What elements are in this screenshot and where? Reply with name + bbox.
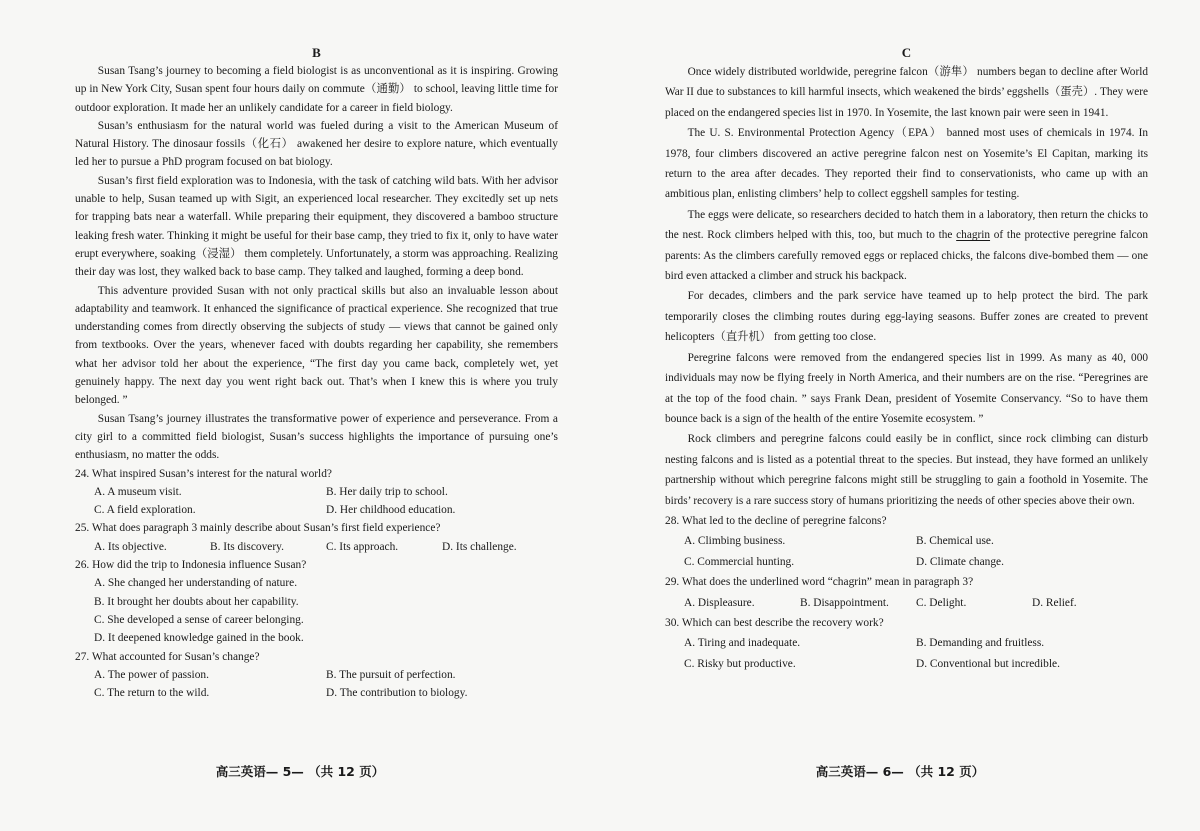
option-a: A. Displeasure.: [684, 596, 755, 609]
paragraph: The U. S. Environmental Protection Agency（EPA） banned most uses of chemicals in 1974. In 1978, four climbers discovered an active peregrine falcon nest on Yosemite’s El Capitan, marking its return to the area after decades. They reported their find to conservationists, who came up with an ambitious plan, enlisting climbers’ help to collect eggshell samples for testing.: [665, 127, 1148, 201]
right-page: [600, 0, 1200, 831]
paragraph-with-underline: The eggs were delicate, so researchers decided to hatch them in a laboratory, then return the chicks to the nest. Rock climbers helped with this, too, but much to the chagrin of the protective peregrine falcon parents: As the climbers carefully removed eggs or replaced chicks, the falcons dive-bombed them — one bird even attacked a climber and struck his backpack.: [665, 208, 1148, 283]
options: [75, 666, 558, 703]
option-a: A. Climbing business.: [684, 535, 786, 548]
option-c: C. Risky but productive.: [684, 657, 796, 670]
paragraph: Susan’s first field exploration was to Indonesia, with the task of catching wild bats. With her advisor unable to help, Susan teamed up with Sigit, an experienced local researcher. They excitedly set up nets for trapping bats near a waterfall. While preparing their equipment, they discovered a bamboo structure leaking fresh water. Thinking it might be useful for their base camp, they tried to fix it, only to have water erupt everywhere, soaking（浸湿） them completely. Unfortunately, a storm was approaching. Realizing their day was lost, they walked back to base camp. They talked and laughed, forming a deep bond.: [75, 174, 558, 279]
question-24: [75, 465, 558, 520]
question-25: [75, 519, 558, 556]
questions-c: [665, 511, 1148, 674]
question-28: [665, 511, 1148, 572]
paragraph: Rock climbers and peregrine falcons could easily be in conflict, since rock climbing can disturb nesting falcons and is listed as a potential threat to the species. But instead, they have formed an unlikely partnership without which peregrine falcons might still be struggling to gain a foothold in Yosemite. The birds’ recovery is a rare success story of humans prioritizing the needs of other species above their own.: [665, 433, 1148, 507]
paragraph: Susan’s enthusiasm for the natural world was fueled during a visit to the American Museum of Natural History. The dinosaur fossils（化石） awakened her desire to explore nature, which eventually led her to pursue a PhD program focused on bat biology.: [75, 119, 558, 169]
question-stem: 25. What does paragraph 3 mainly describe about Susan’s first field experience?: [75, 522, 441, 535]
option-c: C. A field exploration.: [94, 504, 196, 517]
question-stem: 26. How did the trip to Indonesia influence Susan?: [75, 559, 307, 572]
question-30: [665, 613, 1148, 674]
section-title-c: C: [901, 45, 912, 60]
option-b: B. Her daily trip to school.: [326, 485, 448, 498]
question-stem: 27. What accounted for Susan’s change?: [75, 650, 260, 663]
passage-b: [75, 62, 558, 465]
question-stem: 24. What inspired Susan’s interest for the natural world?: [75, 467, 332, 480]
option-a: A. She changed her understanding of nature.: [94, 577, 298, 590]
question-stem: 29. What does the underlined word “chagrin” mean in paragraph 3?: [665, 576, 974, 589]
question-26: [75, 556, 558, 647]
option-b: B. The pursuit of perfection.: [326, 668, 456, 681]
option-a: A. Its objective.: [94, 540, 167, 553]
option-c: C. Delight.: [916, 596, 967, 609]
options: [665, 593, 1148, 613]
option-d: D. It deepened knowledge gained in the book.: [94, 632, 304, 645]
option-a: A. Tiring and inadequate.: [684, 637, 801, 650]
option-d: D. Relief.: [1032, 596, 1077, 609]
option-b: B. Demanding and fruitless.: [916, 637, 1045, 650]
page-footer: 高三英语— 5— （共 12 页）: [215, 764, 385, 779]
options: [75, 574, 558, 647]
option-a: A. The power of passion.: [94, 668, 209, 681]
section-title-b: B: [312, 45, 321, 60]
questions-b: [75, 465, 558, 703]
question-29: [665, 572, 1148, 613]
option-b: B. It brought her doubts about her capability.: [94, 595, 299, 608]
options: [665, 633, 1148, 674]
options: [665, 531, 1148, 572]
option-a: A. A museum visit.: [94, 485, 182, 498]
option-c: C. The return to the wild.: [94, 687, 210, 700]
options: [75, 483, 558, 520]
options: [75, 538, 558, 556]
option-b: B. Chemical use.: [916, 535, 994, 548]
option-b: B. Its discovery.: [210, 540, 284, 553]
paragraph: For decades, climbers and the park service have teamed up to help protect the bird. The park temporarily closes the climbing routes during egg-laying seasons. Buffer zones are created to prevent helicopters（直升机） from getting too close.: [665, 290, 1148, 344]
question-27: [75, 648, 558, 703]
question-stem: 30. Which can best describe the recovery work?: [665, 616, 884, 629]
paragraph: This adventure provided Susan with not only practical skills but also an invaluable lesson about adaptability and teamwork. It enhanced the significance of practical experience. She recognized that true understanding comes from directly observing the subjects of study — views that cannot be gained only from textbooks. Over the years, whenever faced with doubts regarding her capability, she remembers what her advisor told her about the experience, “The first day you came back, completely wet, yet genuinely happy. The next day you went right back out. That’s when I knew this is where you truly belonged. ”: [75, 284, 558, 407]
option-c: C. Its approach.: [326, 540, 399, 553]
paragraph: Once widely distributed worldwide, peregrine falcon（游隼） numbers began to decline after World War II due to substances to kill harmful insects, which weakened the birds’ eggshells（蛋壳）. They were placed on the endangered species list in 1970. In Yosemite, the last known pair were seen in 1941.: [665, 66, 1148, 119]
option-d: D. Her childhood education.: [326, 504, 456, 517]
paragraph: Susan Tsang’s journey illustrates the transformative power of experience and perseverance. From a city girl to a committed field biologist, Susan’s success highlights the importance of pursuing one’s enthusiasm, no matter the odds.: [75, 412, 558, 462]
option-d: D. Climate change.: [916, 555, 1004, 568]
paragraph: Peregrine falcons were removed from the endangered species list in 1999. As many as 40, 000 individuals may now be flying freely in North America, and their numbers are on the rise. “Peregrines are at the top of the food chain. ” says Frank Dean, president of Yosemite Conservancy. “So to have them bounce back is a sign of the health of the entire Yosemite ecosystem. ”: [665, 351, 1148, 425]
page-footer: 高三英语— 6— （共 12 页）: [815, 764, 985, 779]
option-d: D. The contribution to biology.: [326, 687, 468, 700]
option-c: C. She developed a sense of career belonging.: [94, 613, 304, 626]
underlined-word: chagrin: [956, 229, 991, 242]
question-stem: 28. What led to the decline of peregrine falcons?: [665, 514, 887, 527]
option-c: C. Commercial hunting.: [684, 555, 795, 568]
passage-c: [665, 62, 1148, 511]
paragraph: Susan Tsang’s journey to becoming a field biologist is as unconventional as it is inspiring. Growing up in New York City, Susan spent four hours daily on commute（通勤） to school, leaving little time for outdoor exploration. It made her an unlikely candidate for a career in field biology.: [75, 65, 558, 114]
option-d: D. Conventional but incredible.: [916, 657, 1060, 670]
option-b: B. Disappointment.: [800, 596, 889, 609]
option-d: D. Its challenge.: [442, 540, 517, 553]
